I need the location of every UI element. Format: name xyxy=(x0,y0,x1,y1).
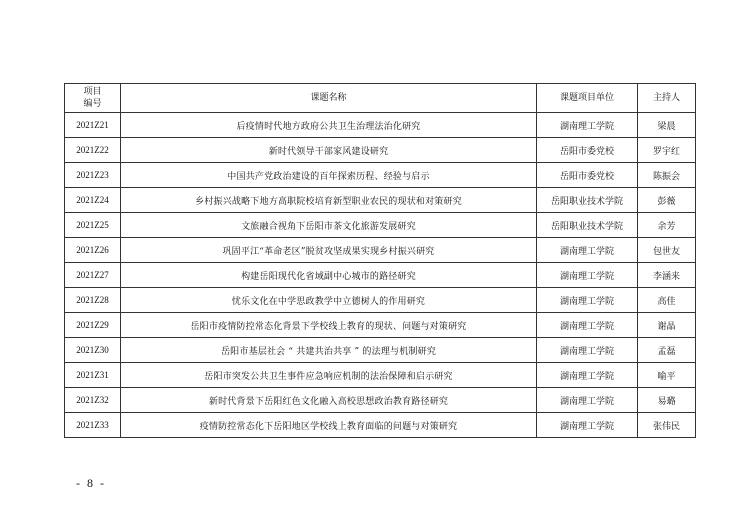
cell-project-unit: 湖南理工学院 xyxy=(537,113,638,138)
cell-project-title: 乡村振兴战略下地方高职院校培育新型职业农民的现状和对策研究 xyxy=(121,188,537,213)
cell-project-unit: 湖南理工学院 xyxy=(537,313,638,338)
cell-project-code: 2021Z22 xyxy=(65,138,121,163)
cell-project-code: 2021Z30 xyxy=(65,338,121,363)
cell-project-code: 2021Z25 xyxy=(65,213,121,238)
cell-project-unit: 湖南理工学院 xyxy=(537,363,638,388)
cell-project-title: 中国共产党政治建设的百年探索历程、经验与启示 xyxy=(121,163,537,188)
cell-project-code: 2021Z24 xyxy=(65,188,121,213)
header-project-unit: 课题项目单位 xyxy=(537,84,638,113)
cell-project-title: 构建岳阳现代化省域副中心城市的路径研究 xyxy=(121,263,537,288)
header-host: 主持人 xyxy=(638,84,696,113)
cell-project-unit: 湖南理工学院 xyxy=(537,263,638,288)
cell-project-title: 岳阳市基层社会 “ 共建共治共享 ” 的法理与机制研究 xyxy=(121,338,537,363)
cell-host: 罗宇红 xyxy=(638,138,696,163)
cell-host: 彭薇 xyxy=(638,188,696,213)
cell-project-code: 2021Z32 xyxy=(65,388,121,413)
table-header-row xyxy=(65,84,696,113)
cell-project-code: 2021Z27 xyxy=(65,263,121,288)
project-table xyxy=(64,83,696,438)
cell-project-code: 2021Z33 xyxy=(65,413,121,438)
table-row xyxy=(65,113,696,138)
cell-project-title: 文旅融合视角下岳阳市茶文化旅游发展研究 xyxy=(121,213,537,238)
cell-project-title: 岳阳市疫情防控常态化背景下学校线上教育的现状、问题与对策研究 xyxy=(121,313,537,338)
cell-project-unit: 湖南理工学院 xyxy=(537,388,638,413)
cell-project-title: 忧乐文化在中学思政教学中立德树人的作用研究 xyxy=(121,288,537,313)
cell-host: 谢晶 xyxy=(638,313,696,338)
page-number: - 8 - xyxy=(76,476,106,490)
table-row xyxy=(65,288,696,313)
table-row xyxy=(65,363,696,388)
cell-host: 包世友 xyxy=(638,238,696,263)
header-project-code: 项目 编号 xyxy=(65,84,121,113)
cell-project-title: 疫情防控常态化下岳阳地区学校线上教育面临的问题与对策研究 xyxy=(121,413,537,438)
table-row xyxy=(65,313,696,338)
cell-project-code: 2021Z28 xyxy=(65,288,121,313)
cell-project-unit: 岳阳职业技术学院 xyxy=(537,213,638,238)
table-row xyxy=(65,388,696,413)
cell-project-unit: 湖南理工学院 xyxy=(537,238,638,263)
cell-project-unit: 岳阳市委党校 xyxy=(537,138,638,163)
table-row xyxy=(65,163,696,188)
cell-host: 易璐 xyxy=(638,388,696,413)
cell-host: 陈振会 xyxy=(638,163,696,188)
table-row xyxy=(65,413,696,438)
cell-host: 高佳 xyxy=(638,288,696,313)
cell-project-code: 2021Z31 xyxy=(65,363,121,388)
cell-project-title: 后疫情时代地方政府公共卫生治理法治化研究 xyxy=(121,113,537,138)
cell-host: 余芳 xyxy=(638,213,696,238)
cell-host: 喻平 xyxy=(638,363,696,388)
cell-project-code: 2021Z29 xyxy=(65,313,121,338)
cell-project-code: 2021Z23 xyxy=(65,163,121,188)
cell-project-unit: 湖南理工学院 xyxy=(537,413,638,438)
cell-project-code: 2021Z21 xyxy=(65,113,121,138)
cell-project-title: 新时代领导干部家风建设研究 xyxy=(121,138,537,163)
cell-host: 张伟民 xyxy=(638,413,696,438)
table-row xyxy=(65,238,696,263)
cell-project-code: 2021Z26 xyxy=(65,238,121,263)
table-row xyxy=(65,263,696,288)
table-row xyxy=(65,213,696,238)
cell-project-title: 岳阳市突发公共卫生事件应急响应机制的法治保障和启示研究 xyxy=(121,363,537,388)
cell-project-unit: 湖南理工学院 xyxy=(537,288,638,313)
header-project-title: 课题名称 xyxy=(121,84,537,113)
cell-host: 梁晨 xyxy=(638,113,696,138)
table-row xyxy=(65,138,696,163)
cell-project-unit: 岳阳市委党校 xyxy=(537,163,638,188)
cell-project-title: 新时代背景下岳阳红色文化融入高校思想政治教育路径研究 xyxy=(121,388,537,413)
cell-host: 李涵来 xyxy=(638,263,696,288)
cell-project-title: 巩固平江“革命老区”脱贫攻坚成果实现乡村振兴研究 xyxy=(121,238,537,263)
cell-project-unit: 岳阳职业技术学院 xyxy=(537,188,638,213)
cell-project-unit: 湖南理工学院 xyxy=(537,338,638,363)
cell-host: 孟磊 xyxy=(638,338,696,363)
table-row xyxy=(65,338,696,363)
table-row xyxy=(65,188,696,213)
